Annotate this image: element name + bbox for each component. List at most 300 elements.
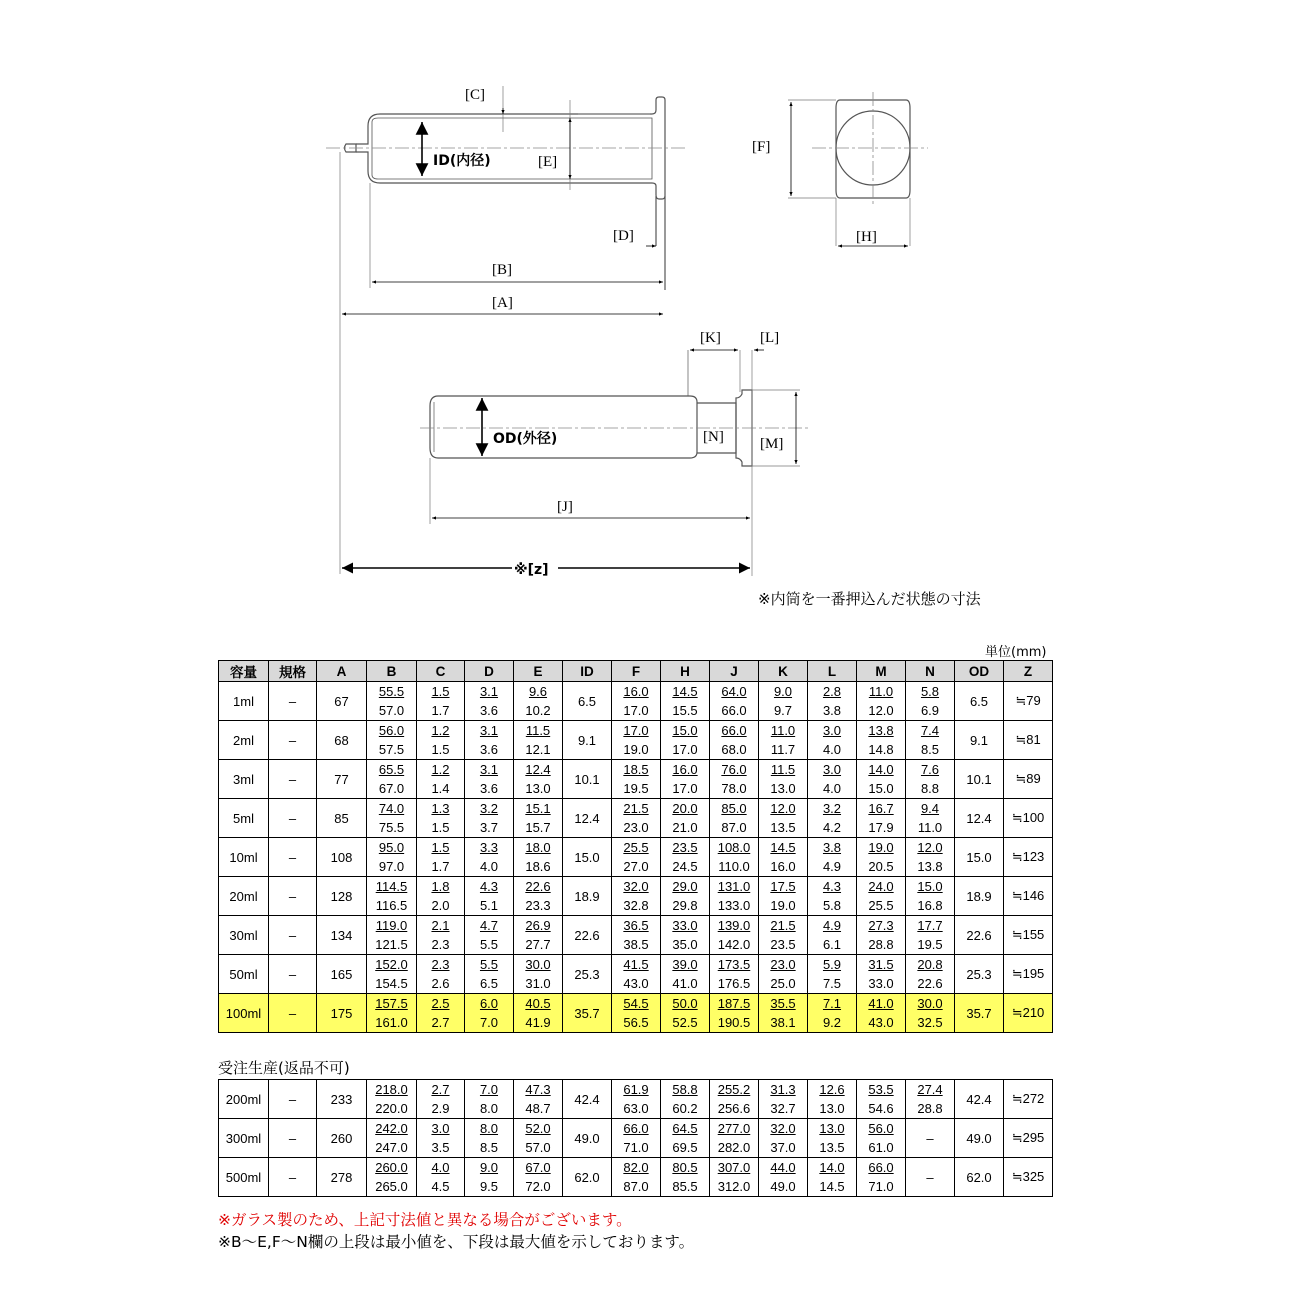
cell-max-value: 1.5: [431, 820, 450, 835]
cell-j: [710, 994, 759, 1033]
cell-id: 42.4: [563, 1080, 612, 1119]
column-header: ID: [563, 661, 612, 682]
cell-min-value: 13.0: [819, 1121, 845, 1136]
column-header: H: [661, 661, 710, 682]
cell-e: [514, 760, 563, 799]
cell-cap: 3ml: [219, 760, 269, 799]
column-header: J: [710, 661, 759, 682]
cell-cap: 200ml: [219, 1080, 269, 1119]
cell-h: [661, 916, 710, 955]
cell-n: [906, 877, 955, 916]
cell-min-value: 41.0: [868, 996, 894, 1011]
cell-max-value: 71.0: [868, 1179, 894, 1194]
table-body: [219, 682, 1053, 1033]
table-row: [219, 1119, 1053, 1158]
cell-min-value: 11.0: [868, 684, 894, 699]
label-a: [A]: [492, 295, 513, 311]
cell-a: 128: [317, 877, 367, 916]
cell-l: [808, 1080, 857, 1119]
cell-max-value: 1.5: [431, 742, 450, 757]
cell-min-value: 23.5: [672, 840, 698, 855]
cell-j: [710, 877, 759, 916]
cell-n: –: [906, 1158, 955, 1197]
cell-min-value: 11.5: [525, 723, 551, 738]
cell-cap: 100ml: [219, 994, 269, 1033]
cell-min-value: 22.6: [525, 879, 551, 894]
cell-min-value: 3.0: [822, 762, 842, 777]
cell-id: 6.5: [563, 682, 612, 721]
cell-min-value: 53.5: [868, 1082, 894, 1097]
cell-j: [710, 721, 759, 760]
cell-j: [710, 955, 759, 994]
cell-min-value: 6.0: [479, 996, 499, 1011]
cell-j: [710, 1158, 759, 1197]
cell-d: [465, 721, 514, 760]
cell-max-value: 57.5: [378, 742, 405, 757]
cell-min-value: 12.0: [770, 801, 796, 816]
cell-max-value: 32.8: [623, 898, 649, 913]
cell-max-value: 23.0: [623, 820, 649, 835]
cell-n: [906, 916, 955, 955]
cell-min-value: 15.0: [917, 879, 943, 894]
cell-h: [661, 955, 710, 994]
column-header: M: [857, 661, 906, 682]
cell-z: ≒79: [1004, 682, 1053, 721]
cell-f: [612, 799, 661, 838]
table-row: [219, 760, 1053, 799]
cell-min-value: 4.9: [822, 918, 842, 933]
cell-d: [465, 682, 514, 721]
label-h: [H]: [856, 229, 877, 245]
cell-min-value: 56.0: [868, 1121, 894, 1136]
cell-max-value: 2.3: [431, 937, 450, 952]
cell-max-value: 15.5: [672, 703, 698, 718]
cell-max-value: 35.0: [672, 937, 698, 952]
cell-max-value: 4.5: [431, 1179, 450, 1194]
cell-min-value: 29.0: [672, 879, 698, 894]
cell-max-value: 28.8: [868, 937, 894, 952]
cell-cap: 2ml: [219, 721, 269, 760]
cell-a: 77: [317, 760, 367, 799]
cell-max-value: 312.0: [717, 1179, 751, 1194]
cell-e: [514, 682, 563, 721]
cell-k: [759, 877, 808, 916]
cell-max-value: 11.7: [770, 742, 796, 757]
cell-min-value: 17.0: [623, 723, 649, 738]
cell-max-value: 2.9: [431, 1101, 450, 1116]
cell-id: 62.0: [563, 1158, 612, 1197]
cell-max-value: 10.2: [525, 703, 551, 718]
syringe-dimension-diagram: [0, 0, 1290, 640]
cell-j: [710, 682, 759, 721]
cell-c: [417, 955, 465, 994]
cell-max-value: 66.0: [721, 703, 747, 718]
cell-min-value: 2.3: [431, 957, 450, 972]
cell-max-value: 27.0: [623, 859, 649, 874]
cell-max-value: 23.3: [525, 898, 551, 913]
cell-max-value: 87.0: [721, 820, 747, 835]
cell-z: ≒100: [1004, 799, 1053, 838]
cell-max-value: 21.0: [672, 820, 698, 835]
cell-min-value: 58.8: [672, 1082, 698, 1097]
cell-max-value: 5.5: [479, 937, 499, 952]
table-row: [219, 1080, 1053, 1119]
cell-max-value: 13.0: [770, 781, 796, 796]
cell-max-value: 9.2: [822, 1015, 842, 1030]
cell-l: [808, 994, 857, 1033]
cell-min-value: 5.9: [822, 957, 842, 972]
cell-max-value: 43.0: [868, 1015, 894, 1030]
cell-max-value: 256.6: [717, 1101, 751, 1116]
cell-k: [759, 799, 808, 838]
cell-max-value: 8.5: [479, 1140, 499, 1155]
cell-l: [808, 877, 857, 916]
cell-max-value: 13.0: [525, 781, 551, 796]
cell-n: [906, 838, 955, 877]
cell-max-value: 133.0: [717, 898, 751, 913]
cell-m: [857, 1158, 906, 1197]
label-j: [J]: [557, 499, 573, 515]
cell-od: 25.3: [955, 955, 1004, 994]
cell-min-value: 82.0: [623, 1160, 649, 1175]
cell-id: 18.9: [563, 877, 612, 916]
cell-d: [465, 1119, 514, 1158]
cell-n: [906, 760, 955, 799]
cell-max-value: 4.9: [822, 859, 842, 874]
cell-min-value: 157.5: [375, 996, 408, 1011]
cell-max-value: 60.2: [672, 1101, 698, 1116]
cell-f: [612, 760, 661, 799]
cell-min-value: 173.5: [717, 957, 751, 972]
cell-b: [367, 760, 417, 799]
cell-od: 35.7: [955, 994, 1004, 1033]
cell-max-value: 7.5: [822, 976, 842, 991]
cell-min-value: 152.0: [375, 957, 408, 972]
cell-min-value: 218.0: [375, 1082, 408, 1097]
cell-a: 68: [317, 721, 367, 760]
cell-e: [514, 1119, 563, 1158]
column-header: D: [465, 661, 514, 682]
cell-cap: 30ml: [219, 916, 269, 955]
cell-min-value: 12.4: [525, 762, 551, 777]
cell-max-value: 14.5: [819, 1179, 845, 1194]
cell-h: [661, 838, 710, 877]
table-row: [219, 1158, 1053, 1197]
cell-e: [514, 1158, 563, 1197]
cell-max-value: 3.7: [479, 820, 499, 835]
cell-b: [367, 799, 417, 838]
cell-c: [417, 1080, 465, 1119]
label-d: [D]: [613, 228, 634, 244]
cell-c: [417, 721, 465, 760]
cell-min-value: 2.7: [431, 1082, 450, 1097]
cell-od: 18.9: [955, 877, 1004, 916]
cell-min-value: 55.5: [378, 684, 405, 699]
column-header: OD: [955, 661, 1004, 682]
cell-b: [367, 955, 417, 994]
cell-id: 15.0: [563, 838, 612, 877]
column-header: K: [759, 661, 808, 682]
column-header: A: [317, 661, 367, 682]
cell-min-value: 1.8: [431, 879, 450, 894]
cell-min-value: 21.5: [623, 801, 649, 816]
cell-min-value: 5.5: [479, 957, 499, 972]
cell-m: [857, 994, 906, 1033]
cell-min-value: 27.3: [868, 918, 894, 933]
cell-b: [367, 721, 417, 760]
cell-h: [661, 760, 710, 799]
cell-max-value: 37.0: [770, 1140, 796, 1155]
cell-e: [514, 994, 563, 1033]
cell-z: ≒123: [1004, 838, 1053, 877]
cell-f: [612, 721, 661, 760]
cell-min-value: 4.0: [431, 1160, 450, 1175]
cell-d: [465, 916, 514, 955]
cell-max-value: 1.4: [431, 781, 450, 796]
cell-max-value: 19.5: [917, 937, 943, 952]
cell-max-value: 43.0: [623, 976, 649, 991]
diagram-note: ※内筒を一番押込んだ状態の寸法: [758, 590, 981, 608]
cell-min-value: 12.0: [917, 840, 943, 855]
cell-j: [710, 760, 759, 799]
cell-l: [808, 838, 857, 877]
cell-cap: 5ml: [219, 799, 269, 838]
cell-min-value: 61.9: [623, 1082, 649, 1097]
cell-l: [808, 682, 857, 721]
cell-max-value: 15.0: [868, 781, 894, 796]
cell-min-value: 255.2: [717, 1082, 751, 1097]
cell-m: [857, 682, 906, 721]
cell-min-value: 20.8: [917, 957, 943, 972]
cell-spec: –: [269, 1119, 317, 1158]
made-to-order-table-body: [219, 1080, 1053, 1197]
cell-min-value: 50.0: [672, 996, 698, 1011]
cell-k: [759, 1119, 808, 1158]
cell-max-value: 247.0: [375, 1140, 408, 1155]
plunger-drawing: [430, 350, 752, 466]
cell-min-value: 66.0: [721, 723, 747, 738]
cell-max-value: 85.5: [672, 1179, 698, 1194]
cell-id: 12.4: [563, 799, 612, 838]
cell-min-value: 32.0: [623, 879, 649, 894]
cell-max-value: 12.1: [525, 742, 551, 757]
cell-min-value: 2.5: [431, 996, 450, 1011]
cell-max-value: 25.0: [770, 976, 796, 991]
cell-a: 67: [317, 682, 367, 721]
cell-min-value: 187.5: [717, 996, 751, 1011]
cell-id: 9.1: [563, 721, 612, 760]
cell-z: ≒325: [1004, 1158, 1053, 1197]
cell-min-value: 14.0: [868, 762, 894, 777]
cell-spec: –: [269, 955, 317, 994]
cell-max-value: 3.5: [431, 1140, 450, 1155]
cell-max-value: 8.5: [920, 742, 940, 757]
label-n: [N]: [703, 429, 724, 445]
barrel-extension-lines: [340, 86, 650, 574]
cell-min-value: 21.5: [770, 918, 796, 933]
cell-max-value: 2.6: [431, 976, 450, 991]
cell-m: [857, 916, 906, 955]
cell-min-value: 12.6: [819, 1082, 845, 1097]
cell-id: 49.0: [563, 1119, 612, 1158]
cell-min-value: 1.5: [431, 840, 450, 855]
cell-min-value: 19.0: [868, 840, 894, 855]
cell-max-value: 41.9: [525, 1015, 551, 1030]
cell-l: [808, 1158, 857, 1197]
cell-f: [612, 955, 661, 994]
cell-a: 260: [317, 1119, 367, 1158]
cell-min-value: 52.0: [525, 1121, 551, 1136]
label-f: [F]: [752, 139, 771, 155]
cell-min-value: 4.3: [479, 879, 499, 894]
cell-min-value: 9.6: [528, 684, 548, 699]
cell-max-value: 87.0: [623, 1179, 649, 1194]
cell-min-value: 80.5: [672, 1160, 698, 1175]
cell-f: [612, 877, 661, 916]
cell-min-value: 30.0: [917, 996, 943, 1011]
cell-h: [661, 1080, 710, 1119]
cell-min-value: 16.0: [623, 684, 649, 699]
cell-d: [465, 799, 514, 838]
cell-max-value: 3.6: [479, 742, 499, 757]
cell-k: [759, 838, 808, 877]
cell-k: [759, 721, 808, 760]
cell-id: 35.7: [563, 994, 612, 1033]
cell-min-value: 307.0: [717, 1160, 751, 1175]
cell-min-value: 17.7: [917, 918, 943, 933]
cell-max-value: 7.0: [479, 1015, 499, 1030]
cell-max-value: 54.6: [868, 1101, 894, 1116]
cell-l: [808, 916, 857, 955]
cell-max-value: 13.0: [819, 1101, 845, 1116]
cell-max-value: 56.5: [623, 1015, 649, 1030]
cell-d: [465, 1080, 514, 1119]
cell-j: [710, 799, 759, 838]
cell-min-value: 56.0: [378, 723, 405, 738]
cell-max-value: 19.0: [623, 742, 649, 757]
cell-b: [367, 838, 417, 877]
cell-max-value: 6.1: [822, 937, 842, 952]
cell-b: [367, 1080, 417, 1119]
cell-z: ≒295: [1004, 1119, 1053, 1158]
cell-min-value: 23.0: [770, 957, 796, 972]
cell-min-value: 8.0: [479, 1121, 499, 1136]
cell-a: 233: [317, 1080, 367, 1119]
cell-e: [514, 877, 563, 916]
cell-min-value: 66.0: [623, 1121, 649, 1136]
cell-h: [661, 994, 710, 1033]
cell-min-value: 26.9: [525, 918, 551, 933]
cell-a: 278: [317, 1158, 367, 1197]
cell-z: ≒155: [1004, 916, 1053, 955]
cell-min-value: 40.5: [525, 996, 551, 1011]
cell-cap: 1ml: [219, 682, 269, 721]
min-max-note: ※B～E,F～N欄の上段は最小値を、下段は最大値を示しております。: [218, 1233, 695, 1251]
end-view-extension-lines: [788, 100, 910, 246]
cell-min-value: 114.5: [375, 879, 408, 894]
cell-max-value: 13.8: [917, 859, 943, 874]
cell-min-value: 3.1: [479, 762, 499, 777]
cell-spec: –: [269, 838, 317, 877]
cell-max-value: 72.0: [525, 1179, 551, 1194]
cell-min-value: 16.0: [672, 762, 698, 777]
cell-max-value: 13.5: [770, 820, 796, 835]
cell-z: ≒210: [1004, 994, 1053, 1033]
cell-b: [367, 682, 417, 721]
cell-max-value: 18.6: [525, 859, 551, 874]
cell-n: [906, 1080, 955, 1119]
cell-cap: 10ml: [219, 838, 269, 877]
cell-min-value: 20.0: [672, 801, 698, 816]
cell-max-value: 6.5: [479, 976, 499, 991]
cell-max-value: 71.0: [623, 1140, 649, 1155]
cell-min-value: 30.0: [525, 957, 551, 972]
cell-k: [759, 955, 808, 994]
cell-e: [514, 955, 563, 994]
cell-k: [759, 916, 808, 955]
cell-max-value: 33.0: [868, 976, 894, 991]
column-header: N: [906, 661, 955, 682]
cell-min-value: 41.5: [623, 957, 649, 972]
cell-m: [857, 877, 906, 916]
cell-d: [465, 1158, 514, 1197]
cell-min-value: 54.5: [623, 996, 649, 1011]
cell-max-value: 22.6: [917, 976, 943, 991]
label-id: ID(内径): [433, 153, 491, 169]
cell-max-value: 4.2: [822, 820, 842, 835]
cell-min-value: 3.0: [431, 1121, 450, 1136]
cell-k: [759, 760, 808, 799]
cell-min-value: 14.0: [819, 1160, 845, 1175]
table-row: [219, 916, 1053, 955]
cell-max-value: 110.0: [718, 859, 750, 874]
cell-f: [612, 1119, 661, 1158]
cell-c: [417, 799, 465, 838]
cell-od: 22.6: [955, 916, 1004, 955]
cell-max-value: 20.5: [868, 859, 894, 874]
cell-cap: 300ml: [219, 1119, 269, 1158]
cell-j: [710, 916, 759, 955]
cell-min-value: 64.0: [721, 684, 747, 699]
cell-k: [759, 994, 808, 1033]
cell-f: [612, 916, 661, 955]
glass-variance-note: ※ガラス製のため、上記寸法値と異なる場合がございます。: [218, 1211, 632, 1229]
cell-min-value: 66.0: [868, 1160, 894, 1175]
cell-max-value: 17.0: [672, 742, 698, 757]
cell-od: 42.4: [955, 1080, 1004, 1119]
cell-max-value: 41.0: [672, 976, 698, 991]
label-e: [E]: [538, 154, 558, 170]
cell-a: 134: [317, 916, 367, 955]
cell-e: [514, 721, 563, 760]
cell-min-value: 15.0: [672, 723, 698, 738]
column-header: Z: [1004, 661, 1053, 682]
cell-c: [417, 877, 465, 916]
cell-min-value: 31.3: [770, 1082, 796, 1097]
cell-spec: –: [269, 994, 317, 1033]
cell-max-value: 8.8: [920, 781, 940, 796]
cell-max-value: 8.0: [479, 1101, 499, 1116]
made-to-order-label: 受注生産(返品不可): [218, 1059, 350, 1077]
cell-max-value: 6.9: [920, 703, 940, 718]
cell-min-value: 9.0: [773, 684, 793, 699]
label-c: [C]: [465, 87, 485, 103]
cell-max-value: 190.5: [717, 1015, 751, 1030]
label-m: [M]: [760, 436, 784, 452]
table-row: [219, 877, 1053, 916]
cell-l: [808, 760, 857, 799]
cell-min-value: 5.8: [920, 684, 940, 699]
